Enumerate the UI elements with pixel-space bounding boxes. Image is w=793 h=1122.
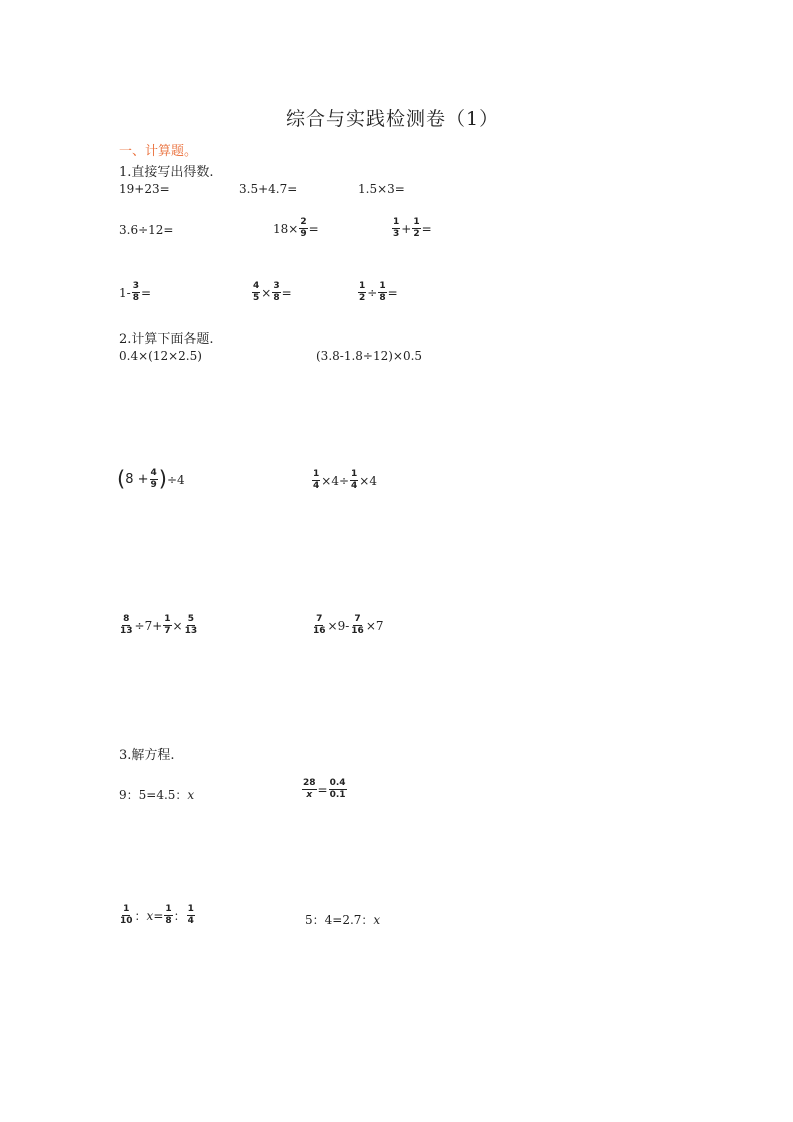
q1-item-c: 1.5×3= (358, 182, 405, 196)
expr-text: ÷4 (166, 472, 185, 487)
question-3-label: 3.解方程. (119, 748, 175, 763)
q2-item-d (311, 470, 377, 491)
fraction: $\frac{1}{4}$ (187, 904, 194, 926)
expr-text: = (317, 782, 328, 797)
q1-item-f (391, 218, 432, 239)
expr-text: ÷ (367, 285, 378, 300)
fraction: $\frac{1}{10}$ (120, 904, 133, 926)
q2-item-f (311, 615, 384, 636)
question-1-label: 1.直接写出得数. (119, 165, 214, 180)
fraction: $\frac{3}{8}$ (132, 281, 139, 303)
left-paren: ( (117, 467, 126, 491)
variable-x: x (146, 908, 154, 923)
fraction: $\frac{7}{16}$ (351, 614, 364, 636)
variable-x: x (373, 912, 381, 927)
expr-text: × (261, 285, 272, 300)
fraction: $\frac{1}{3}$ (393, 217, 400, 239)
fraction: $\frac{4}{9}$ (150, 468, 157, 490)
expr-text: ×9- (327, 618, 350, 633)
expr-text: = (387, 285, 398, 300)
expr-text: ×7 (365, 618, 384, 633)
variable-x: x (187, 787, 195, 802)
fraction: $\frac{0.4}{0.1}$ (329, 778, 346, 800)
expr-text: = (308, 221, 319, 236)
expr-text: ： (134, 909, 147, 923)
q1-item-d: 3.6÷12= (119, 223, 174, 237)
q2-item-e (118, 615, 199, 636)
fraction: $\frac{1}{4}$ (351, 469, 358, 491)
q3-item-c (118, 905, 196, 926)
fraction: $\frac{4}{5}$ (253, 281, 260, 303)
fraction: $\frac{2}{9}$ (300, 217, 307, 239)
expr-text: ×4÷ (321, 473, 350, 488)
fraction: $\frac{1}{2}$ (359, 281, 366, 303)
q1-item-b: 3.5+4.7= (239, 182, 298, 196)
fraction: $\frac{7}{16}$ (313, 614, 326, 636)
fraction: $\frac{1}{8}$ (165, 904, 172, 926)
q1-item-a: 19+23= (119, 182, 170, 196)
expr-text: × (172, 618, 183, 633)
expr-text: 18× (273, 221, 299, 236)
fraction: $\frac{8}{13}$ (120, 614, 133, 636)
expr-text: = (421, 221, 432, 236)
fraction: $\frac{28}{x}$ (303, 778, 316, 800)
expr-text: ×4 (359, 473, 377, 488)
expr-text: ： (173, 909, 186, 923)
q2-item-c (117, 469, 185, 490)
q2-item-a: 0.4×(12×2.5) (119, 349, 202, 363)
expr-text: 5：4=2.7： (305, 913, 374, 927)
q1-item-i (357, 282, 398, 303)
q3-item-b (301, 779, 348, 800)
expr-text: = (281, 285, 292, 300)
fraction: $\frac{5}{13}$ (184, 614, 198, 636)
right-paren: ) (158, 467, 167, 491)
section-heading-calculation: 一、计算题。 (119, 144, 198, 159)
expr-text: = (153, 908, 164, 923)
q1-item-h (251, 282, 292, 303)
expr-text: 8 + (125, 472, 149, 487)
fraction: $\frac{3}{8}$ (273, 281, 280, 303)
q3-item-a (119, 786, 194, 803)
fraction: $\frac{1}{4}$ (313, 469, 320, 491)
expr-text: 9：5=4.5： (119, 788, 188, 802)
page-title: 综合与实践检测卷（1） (286, 108, 500, 130)
q1-item-e (273, 218, 319, 239)
question-2-label: 2.计算下面各题. (119, 332, 214, 347)
expr-text: = (140, 285, 152, 300)
expr-text: 1- (119, 285, 131, 300)
q3-item-d (305, 911, 380, 928)
q2-item-b: (3.8-1.8÷12)×0.5 (316, 349, 423, 363)
fraction: $\frac{1}{7}$ (164, 614, 171, 636)
fraction: $\frac{1}{2}$ (413, 217, 420, 239)
fraction: $\frac{1}{8}$ (379, 281, 386, 303)
q1-item-g (119, 282, 151, 303)
expr-text: + (401, 221, 412, 236)
expr-text: ÷7+ (134, 618, 163, 633)
